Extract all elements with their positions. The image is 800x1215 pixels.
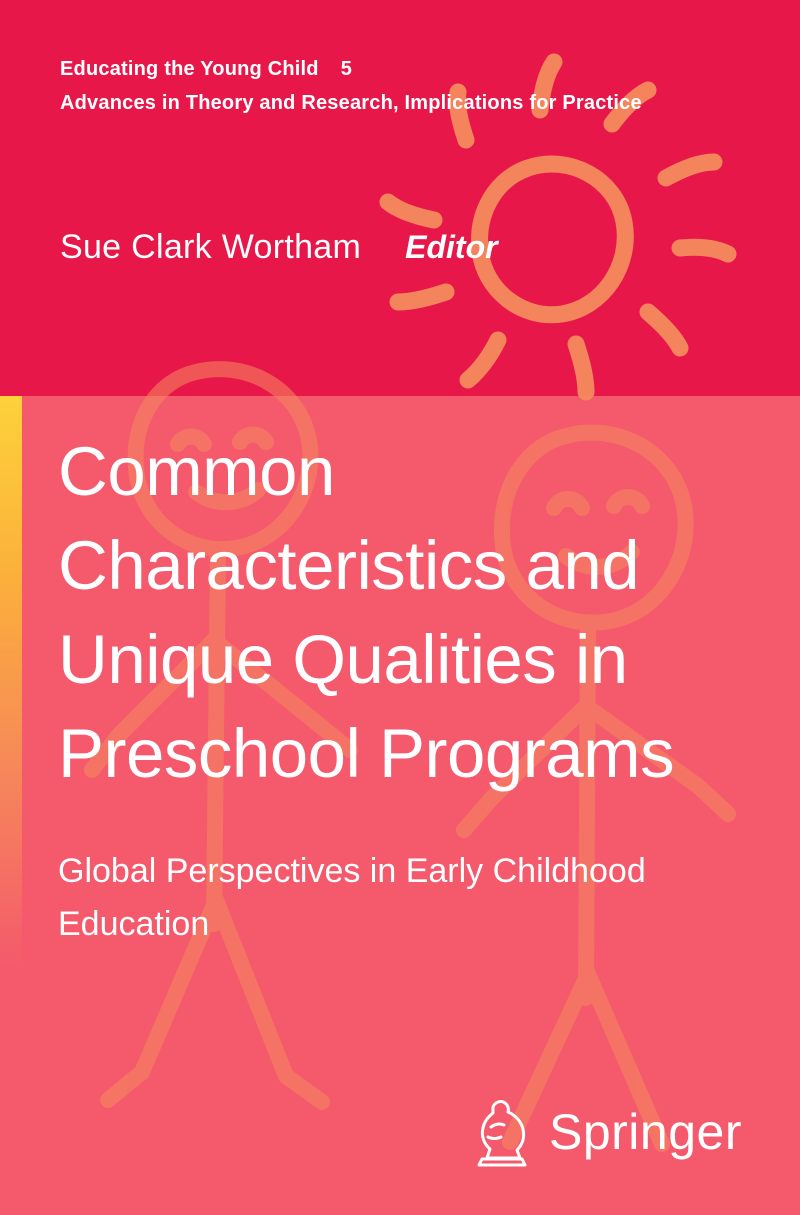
publisher-block xyxy=(471,1097,742,1167)
spine-gradient-stripe xyxy=(0,396,22,1215)
editor-role: Editor xyxy=(405,229,498,265)
series-title-line xyxy=(60,52,760,86)
subtitle-line-1: Global Perspectives in Early Childhood xyxy=(58,852,646,890)
series-subtitle: Advances in Theory and Research, Implications for Practice xyxy=(60,92,642,114)
series-block xyxy=(60,52,760,120)
editor-block xyxy=(60,228,498,267)
series-title: Educating the Young Child xyxy=(60,58,319,80)
title-line-3: Unique Qualities in xyxy=(58,621,628,698)
page-subtitle xyxy=(58,845,698,951)
title-line-4: Preschool Programs xyxy=(58,715,675,792)
page-title xyxy=(58,425,738,801)
editor-name: Sue Clark Wortham xyxy=(60,228,362,266)
series-volume-number: 5 xyxy=(340,58,353,80)
subtitle-line-2: Education xyxy=(58,905,210,943)
title-line-1: Common xyxy=(58,433,335,510)
springer-knight-chess-piece-icon xyxy=(471,1097,533,1167)
title-line-2: Characteristics and xyxy=(58,527,640,604)
publisher-name: Springer xyxy=(549,1104,742,1160)
